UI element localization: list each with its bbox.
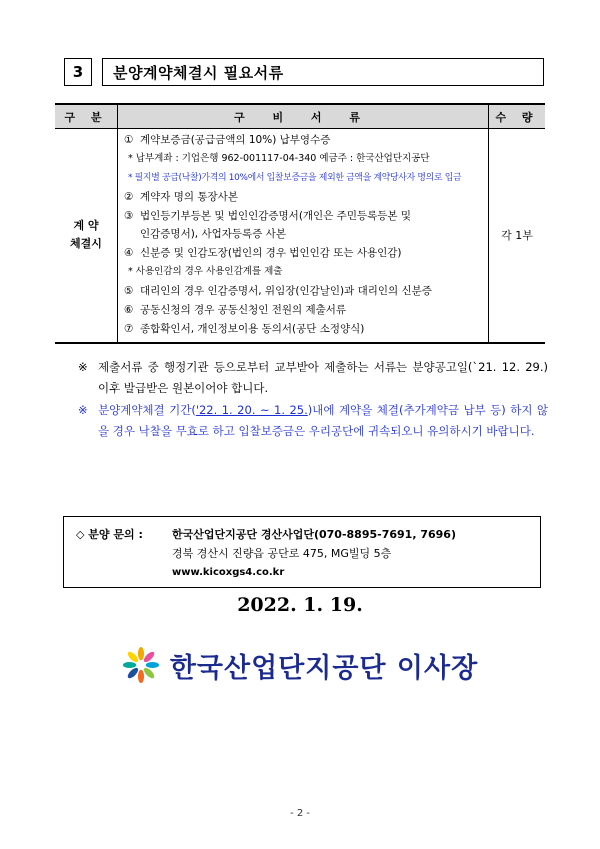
- table-header-row: [55, 104, 545, 129]
- doc-item-3: ③ 법인등기부등본 및 법인인감증명서(개인은 주민등록등본 및: [124, 209, 412, 222]
- category-line-1: 계 약: [73, 219, 99, 233]
- doc-item-1-note-deposit: * 필지별 공급(낙찰)가격의 10%에서 입찰보증금을 제외한 금액을 계약당사자 명의로 입금: [128, 172, 462, 183]
- doc-item-5: ⑤ 대리인의 경우 인감증명서, 위임장(인감날인)과 대리인의 신분증: [124, 285, 432, 298]
- note-mark: ※: [78, 360, 88, 374]
- doc-item-2: ② 계약자 명의 통장사본: [124, 190, 238, 203]
- contact-org-row: [76, 525, 540, 544]
- contact-box: [63, 516, 541, 588]
- doc-item-4: ④ 신분증 및 인감도장(법인의 경우 법인인감 또는 사용인감): [124, 247, 402, 260]
- signature-org: 한국산업단지공단 이사장: [169, 652, 479, 684]
- required-documents-table: [55, 103, 545, 344]
- header-documents: 구 비 서 류: [118, 104, 489, 129]
- documents-cell: [118, 129, 489, 343]
- contact-label: ◇ 분양 문의 :: [76, 528, 143, 541]
- contract-period-dates: '22. 1. 20. ~ 1. 25.: [195, 403, 308, 417]
- doc-item-3-continued: 인감증명서), 사업자등록증 사본: [140, 228, 286, 241]
- contact-website: www.kicoxgs4.co.kr: [172, 567, 285, 578]
- doc-item-4-note: * 사용인감의 경우 사용인감계를 제출: [128, 266, 283, 278]
- signature-block: [0, 645, 600, 685]
- header-quantity: 수 량: [489, 104, 546, 129]
- doc-item-6: ⑥ 공동신청의 경우 공동신청인 전원의 제출서류: [124, 304, 347, 317]
- doc-item-7: ⑦ 종합확인서, 개인정보이용 동의서(공단 소정양식): [124, 322, 365, 335]
- kicox-logo-icon: [122, 646, 160, 684]
- document-date: 2022. 1. 19.: [237, 594, 363, 616]
- quantity-cell: 각 1부: [489, 129, 546, 343]
- category-line-2: 체결시: [70, 237, 102, 251]
- doc-item-1: ① 계약보증금(공급금액의 10%) 납부영수증: [124, 134, 331, 146]
- note-document-validity: [78, 357, 548, 399]
- note-text: 제출서류 중 행정기관 등으로부터 교부받아 제출하는 서류는 분양공고일(`21. 12. 29.) 이후 발급받은 원본이어야 합니다.: [98, 360, 548, 395]
- contact-address: 경북 경산시 진량읍 공단로 475, MG빌딩 5층: [172, 547, 392, 560]
- table-row: [55, 129, 545, 343]
- note-contract-period: [78, 400, 548, 442]
- notes-section: [78, 357, 548, 442]
- contact-org: 한국산업단지공단 경산사업단(070-8895-7691, 7696): [172, 528, 456, 541]
- note-mark: ※: [78, 403, 88, 417]
- page-number: - 2 -: [290, 808, 310, 819]
- section-number: 3: [64, 58, 92, 86]
- doc-item-1-note-account: * 납부계좌 : 기업은행 962-001117-04-340 예금주 : 한국산업단지공단: [128, 152, 430, 164]
- header-category: 구 분: [55, 104, 118, 129]
- section-title: 분양계약체결시 필요서류: [102, 58, 544, 86]
- note-text: 분양계약체결 기간('22. 1. 20. ~ 1. 25.)내에 계약을 체결(추가계약금 납부 등) 하지 않을 경우 낙찰을 무효로 하고 입찰보증금은 우리공단에 귀속되오니 유의하시기 바랍니다.: [98, 403, 549, 438]
- category-cell: [55, 129, 118, 343]
